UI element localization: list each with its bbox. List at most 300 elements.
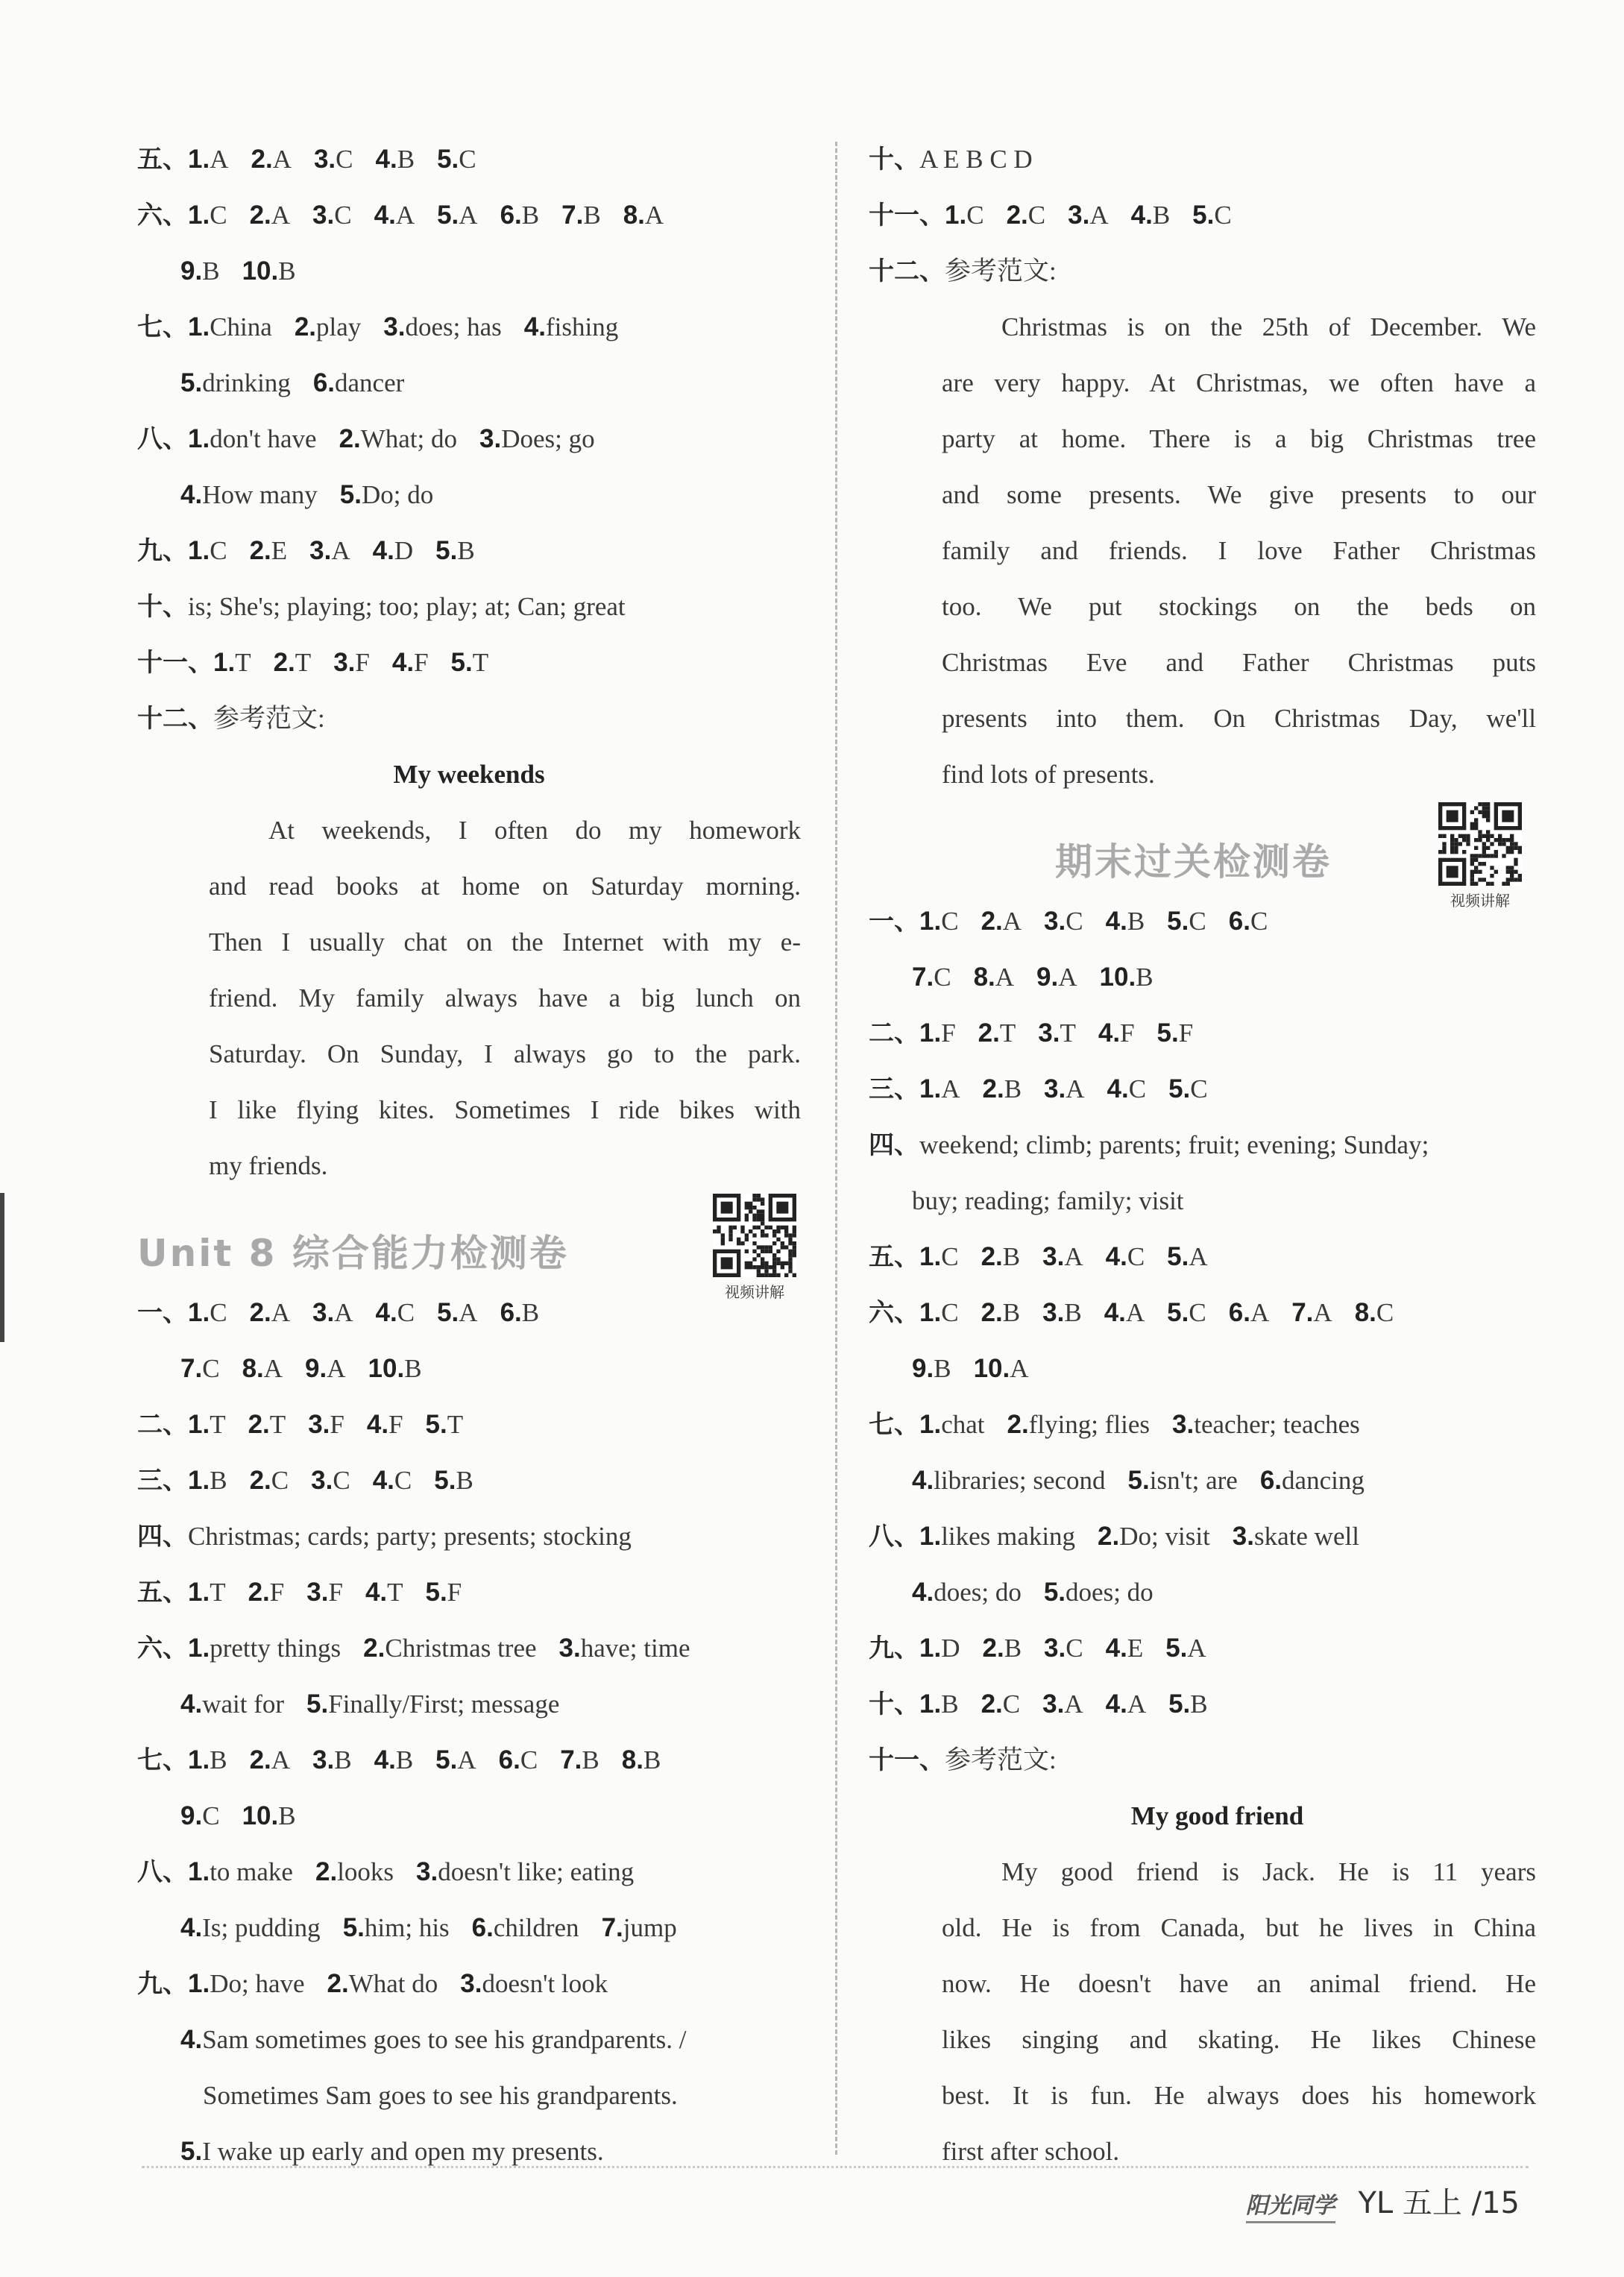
item-answer: F (1120, 1018, 1135, 1048)
item-number: 5. (434, 1466, 456, 1495)
answer-item (1168, 1061, 1208, 1117)
answer-item (308, 1396, 344, 1452)
answer-item (1106, 1229, 1145, 1285)
answer-item (1104, 1285, 1145, 1341)
item-answer: B (456, 1466, 473, 1495)
answer-item (435, 1732, 476, 1788)
item-number: 1. (188, 145, 210, 174)
answer-item (919, 893, 959, 949)
item-answer: A (1066, 1074, 1085, 1103)
footer-divider (142, 2166, 1529, 2168)
item-answer: A (1010, 1354, 1029, 1383)
item-answer: C (1190, 1074, 1208, 1103)
section-number: 十、 (869, 145, 919, 174)
item-number: 4. (1105, 1689, 1127, 1719)
section-number: 六、 (137, 1634, 188, 1663)
item-number: 1. (188, 312, 210, 341)
item-answer: F (941, 1018, 956, 1048)
item-number: 3. (1044, 1634, 1066, 1663)
item-number: 2. (249, 201, 271, 230)
item-number: 1. (945, 201, 967, 230)
item-answer: F (269, 1578, 285, 1607)
item-number: 6. (500, 1298, 522, 1327)
answer-line (137, 634, 801, 690)
item-answer: children (493, 1913, 579, 1942)
item-number: 5. (1165, 1634, 1188, 1663)
item-answer: C (333, 1466, 350, 1495)
answer-line (869, 893, 1536, 949)
item-answer: C (1127, 1242, 1145, 1271)
item-answer: T (999, 1018, 1016, 1048)
answer-item (343, 1900, 450, 1956)
item-answer: B (1152, 201, 1171, 230)
item-number: 1. (188, 201, 210, 230)
answer-item (312, 1285, 353, 1341)
item-answer: A (941, 1074, 960, 1103)
answer-item (460, 1956, 608, 2012)
item-answer: D (394, 536, 414, 565)
item-number: 4. (1098, 1018, 1121, 1048)
essay-line: best. It is fun. He always does his homework (942, 2081, 1536, 2110)
answer-item (248, 1396, 286, 1452)
section-number: 五、 (869, 1242, 919, 1272)
answer-item (1036, 949, 1077, 1005)
section-number: 二、 (869, 1018, 919, 1048)
answer-item (339, 411, 457, 467)
answer-line (869, 1341, 1536, 1396)
item-answer: B (1004, 1074, 1022, 1103)
item-answer: C (397, 1298, 415, 1327)
item-answer: E (1127, 1634, 1144, 1663)
item-answer: A (271, 201, 291, 230)
answer-item (1168, 1676, 1208, 1732)
answer-item (919, 1620, 960, 1676)
answer-item (180, 1341, 220, 1396)
item-answer: T (269, 1410, 286, 1439)
item-answer: F (330, 1410, 344, 1439)
section-number: 八、 (137, 424, 188, 454)
item-number: 3. (1042, 1298, 1065, 1327)
answer-item (180, 1788, 220, 1844)
item-number: 3. (312, 1745, 335, 1774)
item-answer: C (941, 1298, 959, 1327)
item-number: 2. (1006, 201, 1028, 230)
answer-item (919, 1229, 959, 1285)
item-number: 8. (242, 1354, 264, 1383)
item-number: 6. (312, 368, 336, 397)
essay-line: and read books at home on Saturday morning. (209, 872, 801, 901)
item-answer: C (1250, 907, 1268, 936)
item-answer: I wake up early and open my presents. (202, 2137, 604, 2166)
answer-line (137, 131, 801, 187)
item-answer: C (271, 1466, 289, 1495)
item-number: 5. (425, 1410, 447, 1439)
answer-item (188, 579, 626, 634)
item-number: 1. (213, 648, 236, 677)
answer-item (248, 1564, 285, 1620)
section-number: 七、 (137, 1745, 188, 1775)
answer-line (137, 2123, 801, 2179)
answer-item (1167, 1285, 1206, 1341)
item-number: 2. (294, 312, 317, 341)
answer-line (137, 411, 801, 467)
item-number: 2. (249, 536, 271, 565)
item-answer: C (210, 201, 227, 230)
answer-item (365, 1564, 403, 1620)
item-number: 3. (313, 145, 336, 174)
item-answer: F (355, 648, 370, 677)
item-number: 4. (366, 1410, 389, 1439)
answer-item (1192, 187, 1232, 243)
answer-item (1098, 1005, 1135, 1061)
answer-item (560, 1732, 599, 1788)
item-number: 1. (188, 1634, 210, 1663)
answer-line (137, 1508, 801, 1564)
item-answer: Sam sometimes goes to see his grandparents. / (202, 2025, 687, 2054)
answer-item (1106, 893, 1145, 949)
section-number: 九、 (137, 536, 188, 566)
answer-item (188, 1508, 632, 1564)
answer-item (188, 1620, 341, 1676)
item-number: 3. (1038, 1018, 1060, 1048)
answer-item (180, 2012, 687, 2067)
item-number: 3. (1044, 907, 1066, 936)
item-number: 5. (339, 480, 362, 509)
item-number: 3. (312, 1298, 335, 1327)
section-number: 五、 (137, 1578, 188, 1607)
answer-item (374, 1732, 414, 1788)
answer-item (340, 467, 433, 523)
item-answer: him; his (364, 1913, 450, 1942)
answer-item (1042, 1229, 1083, 1285)
item-number: 1. (919, 1298, 942, 1327)
answer-item (1165, 1620, 1206, 1676)
item-number: 5. (435, 1745, 458, 1774)
item-answer: A (271, 1298, 291, 1327)
item-answer: C (520, 1745, 538, 1774)
item-number: 5. (425, 1578, 447, 1607)
item-answer: B (457, 536, 475, 565)
item-number: 3. (306, 1578, 329, 1607)
item-number: 2. (249, 1466, 271, 1495)
item-answer: What; do (360, 424, 458, 453)
answer-item (1128, 1452, 1238, 1508)
answer-item (180, 1900, 321, 1956)
item-answer: wait for (202, 1689, 285, 1719)
item-answer: buy; reading; family; visit (912, 1186, 1184, 1215)
answer-item (315, 1844, 394, 1900)
answer-item (919, 1396, 985, 1452)
item-number: 2. (327, 1969, 349, 1998)
item-answer: Finally/First; message (328, 1689, 560, 1719)
item-number: 8. (623, 201, 645, 230)
item-answer: B (404, 1354, 422, 1383)
answer-line (137, 1956, 801, 2012)
answer-line (137, 1900, 801, 1956)
item-number: 7. (561, 201, 584, 230)
item-answer: to make (210, 1857, 293, 1886)
item-number: 8. (621, 1745, 643, 1774)
item-number: 7. (180, 1354, 203, 1383)
section-number: 六、 (869, 1298, 919, 1328)
item-answer: A (644, 201, 664, 230)
item-number: 1. (919, 1074, 942, 1103)
section-number: 十一、 (137, 648, 213, 678)
section-number: 九、 (869, 1634, 919, 1663)
answer-item (373, 1452, 412, 1508)
item-number: 2. (363, 1634, 385, 1663)
item-answer: B (395, 1745, 414, 1774)
item-number: 6. (1228, 1298, 1250, 1327)
item-answer: Does; go (501, 424, 595, 453)
answer-item (1044, 893, 1083, 949)
qr-caption: 视频讲解 (725, 1283, 784, 1301)
section-number: 十二、 (869, 256, 945, 286)
essay-line: find lots of presents. (942, 760, 1155, 789)
item-answer: T (235, 648, 251, 677)
essay-body (137, 802, 801, 1194)
item-number: 4. (372, 536, 394, 565)
answer-block (869, 131, 1536, 299)
item-answer: B (1064, 1298, 1082, 1327)
section-number: 四、 (869, 1130, 919, 1160)
book-code: YL 五上 (1358, 2186, 1462, 2220)
item-number: 5. (1168, 1689, 1191, 1719)
item-number: 5. (342, 1913, 365, 1942)
item-number: 5. (1192, 201, 1215, 230)
section-number: 七、 (869, 1410, 919, 1440)
answer-item (1044, 1564, 1154, 1620)
brand-logo: 阳光同学 (1246, 2191, 1335, 2223)
answer-item (1068, 187, 1108, 243)
item-number: 1. (188, 1969, 210, 1998)
answer-block (137, 1285, 801, 2179)
section-number: 十一、 (869, 1745, 945, 1775)
item-number: 1. (919, 1634, 942, 1663)
item-number: 3. (1232, 1522, 1254, 1551)
answer-line (137, 299, 801, 355)
answer-item (188, 187, 227, 243)
item-answer: Do; have (210, 1969, 305, 1998)
item-answer: skate well (1254, 1522, 1359, 1551)
item-number: 4. (365, 1578, 388, 1607)
answer-item (188, 523, 227, 579)
answer-item (500, 1285, 540, 1341)
item-number: 5. (435, 536, 458, 565)
item-answer: teacher; teaches (1194, 1410, 1360, 1439)
answer-item (500, 187, 540, 243)
answer-item (250, 187, 290, 243)
answer-item (623, 187, 664, 243)
answer-item (981, 1229, 1021, 1285)
item-answer: C (1189, 907, 1206, 936)
item-number: 4. (1105, 1634, 1127, 1663)
answer-item (982, 1620, 1022, 1676)
answer-line (137, 243, 801, 299)
item-answer: C (1189, 1298, 1206, 1327)
item-number: 1. (188, 424, 210, 453)
item-answer: A (395, 201, 415, 230)
answer-item (368, 1341, 422, 1396)
section-number: 一、 (137, 1298, 188, 1328)
item-number: 4. (180, 1913, 203, 1942)
item-number: 6. (1259, 1466, 1282, 1495)
answer-line (137, 1732, 801, 1788)
section-title: 期末过关检测卷 (1055, 840, 1332, 884)
item-answer: B (582, 1745, 599, 1774)
answer-item (314, 131, 353, 187)
item-number: 7. (560, 1745, 582, 1774)
item-answer: A (263, 1354, 283, 1383)
item-answer: A (1187, 1634, 1206, 1663)
item-answer: A (1313, 1298, 1332, 1327)
item-answer: Do; do (361, 480, 434, 509)
item-number: 3. (416, 1857, 438, 1886)
answer-item (250, 1285, 290, 1341)
item-answer: drinking (202, 368, 291, 397)
item-answer: doesn't look (482, 1969, 608, 1998)
item-answer: A (272, 145, 292, 174)
answer-item (188, 1396, 226, 1452)
answer-item (1044, 1061, 1084, 1117)
answer-item (180, 467, 318, 523)
item-number: 9. (912, 1354, 934, 1383)
answer-item (499, 1732, 538, 1788)
section-number: 五、 (137, 145, 188, 174)
item-number: 3. (309, 536, 332, 565)
item-number: 1. (188, 1466, 210, 1495)
answer-item (376, 1285, 415, 1341)
item-number: 2. (981, 907, 1003, 936)
item-answer: C (966, 201, 984, 230)
answer-item (919, 1005, 956, 1061)
item-number: 6. (498, 1745, 520, 1774)
answer-item (524, 299, 618, 355)
answer-item (374, 187, 415, 243)
essay-body (869, 1844, 1536, 2179)
item-answer: Christmas; cards; party; presents; stocking (188, 1522, 632, 1551)
item-number: 2. (981, 1689, 1003, 1719)
item-number: 6. (500, 201, 522, 230)
item-answer: don't have (210, 424, 317, 453)
section-number: 三、 (869, 1074, 919, 1104)
answer-item (435, 523, 475, 579)
answer-item (426, 1564, 462, 1620)
answer-item (180, 1676, 284, 1732)
item-answer: T (472, 648, 489, 677)
item-number: 4. (1105, 907, 1127, 936)
right-column (869, 131, 1536, 2179)
answer-item (912, 1173, 1184, 1229)
section-number: 十二、 (137, 704, 213, 734)
item-number: 5. (1167, 1242, 1189, 1271)
answer-item (974, 1341, 1029, 1396)
section-number: 十、 (869, 1689, 919, 1719)
item-number: 1. (919, 1410, 942, 1439)
answer-line (137, 1676, 801, 1732)
item-number: 2. (249, 1745, 271, 1774)
item-number: 1. (919, 1522, 942, 1551)
answer-item (437, 187, 477, 243)
item-answer: C (394, 1466, 412, 1495)
answer-item (363, 1620, 536, 1676)
item-number: 10. (368, 1354, 405, 1383)
item-number: 1. (188, 1578, 210, 1607)
item-number: 2. (982, 1074, 1004, 1103)
item-number: 10. (242, 256, 279, 286)
essay-line: old. He is from Canada, but he lives in China (942, 1913, 1536, 1942)
item-answer: C (459, 145, 476, 174)
answer-item (912, 949, 951, 1005)
item-number: 3. (479, 424, 502, 453)
answer-item (945, 243, 1057, 299)
page-footer (1246, 2181, 1520, 2226)
essay-line: now. He doesn't have an animal friend. He (942, 1969, 1536, 1998)
item-answer: B (334, 1745, 352, 1774)
answer-item (213, 634, 251, 690)
item-number: 3. (1044, 1074, 1066, 1103)
answer-item (306, 1676, 559, 1732)
item-answer: A (331, 536, 350, 565)
item-number: 3. (308, 1410, 330, 1439)
item-number: 2. (251, 145, 273, 174)
answer-item (1098, 1508, 1210, 1564)
answer-item (333, 634, 370, 690)
answer-item (188, 299, 272, 355)
answer-line (137, 579, 801, 634)
item-answer: B (521, 1298, 540, 1327)
item-answer: does; do (934, 1578, 1022, 1607)
answer-item (312, 1732, 352, 1788)
column-divider (835, 142, 837, 2155)
answer-item (311, 1452, 350, 1508)
answer-item (1229, 893, 1268, 949)
item-answer: B (1004, 1634, 1022, 1663)
qr-icon (710, 1194, 799, 1277)
answer-item (978, 1005, 1016, 1061)
item-number: 3. (383, 312, 406, 341)
item-number: 4. (1105, 1242, 1127, 1271)
item-answer: A (1064, 1242, 1083, 1271)
answer-item (945, 187, 984, 243)
answer-item (1106, 1620, 1144, 1676)
answer-line (869, 1508, 1536, 1564)
item-number: 6. (1228, 907, 1250, 936)
item-number: 4. (912, 1466, 934, 1495)
item-number: 6. (471, 1913, 494, 1942)
item-number: 1. (188, 536, 210, 565)
item-answer: B (1127, 907, 1145, 936)
answer-item (250, 1732, 290, 1788)
section-number: 八、 (869, 1522, 919, 1552)
item-number: 5. (1156, 1018, 1179, 1048)
item-answer: C (1066, 1634, 1083, 1663)
answer-item (602, 1900, 677, 1956)
answer-line (869, 1061, 1536, 1117)
qr-caption: 视频讲解 (1450, 892, 1510, 910)
essay-title: My good friend (1130, 1801, 1304, 1830)
item-answer: dancing (1282, 1466, 1365, 1495)
qr-icon (1435, 802, 1525, 886)
item-number: 3. (1172, 1410, 1195, 1439)
answer-item (919, 1285, 959, 1341)
item-number: 3. (1068, 201, 1090, 230)
essay-line: Christmas Eve and Father Christmas puts (942, 648, 1536, 677)
item-number: 4. (374, 1745, 396, 1774)
answer-item (472, 1900, 579, 1956)
item-answer: A (1002, 907, 1022, 936)
page-number: /15 (1471, 2186, 1520, 2220)
